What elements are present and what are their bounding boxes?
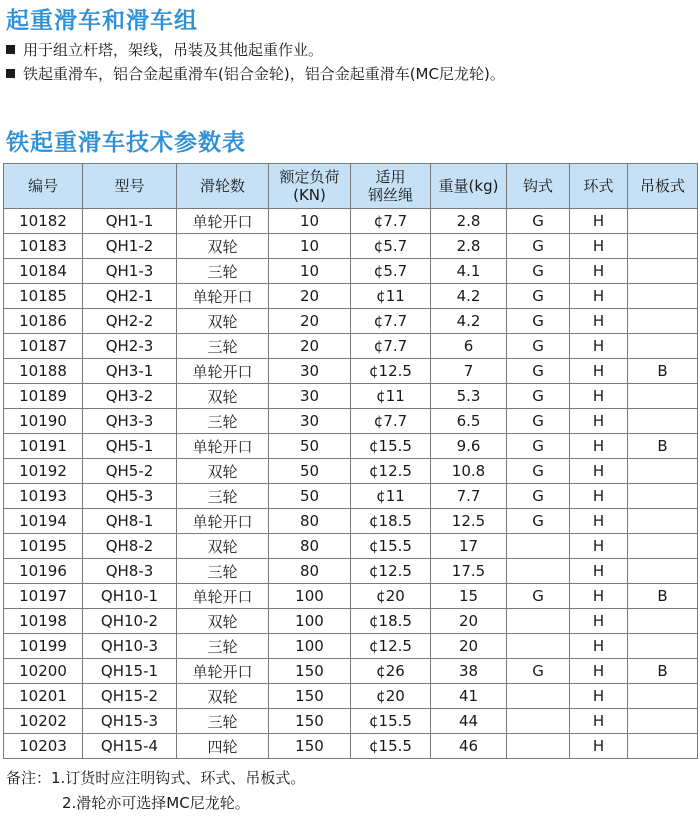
cell-ring: H	[570, 659, 628, 684]
cell-hook: G	[507, 334, 570, 359]
cell-load: 20	[269, 309, 351, 334]
cell-no: 10200	[4, 659, 83, 684]
cell-rope: ¢7.7	[351, 334, 431, 359]
cell-wheels: 双轮	[177, 609, 269, 634]
cell-ring: H	[570, 359, 628, 384]
cell-load: 30	[269, 409, 351, 434]
cell-model: QH8-3	[83, 559, 177, 584]
table-body	[4, 209, 698, 759]
cell-model: QH5-3	[83, 484, 177, 509]
cell-hook: G	[507, 659, 570, 684]
cell-weight: 7.7	[431, 484, 507, 509]
cell-model: QH15-2	[83, 684, 177, 709]
header-load-line1: 额定负荷	[279, 168, 340, 186]
cell-ring: H	[570, 609, 628, 634]
table-row	[4, 359, 698, 384]
cell-wheels: 双轮	[177, 309, 269, 334]
header-wheels: 滑轮数	[177, 164, 269, 209]
cell-wheels: 单轮开口	[177, 284, 269, 309]
header-model: 型号	[83, 164, 177, 209]
cell-no: 10203	[4, 734, 83, 759]
cell-ring: H	[570, 709, 628, 734]
table-row	[4, 409, 698, 434]
cell-weight: 44	[431, 709, 507, 734]
cell-load: 50	[269, 459, 351, 484]
cell-weight: 5.3	[431, 384, 507, 409]
cell-hook	[507, 609, 570, 634]
cell-no: 10197	[4, 584, 83, 609]
table-row	[4, 684, 698, 709]
cell-no: 10192	[4, 459, 83, 484]
cell-plate	[628, 734, 698, 759]
cell-load: 10	[269, 234, 351, 259]
cell-hook: G	[507, 359, 570, 384]
cell-wheels: 双轮	[177, 234, 269, 259]
cell-rope: ¢7.7	[351, 309, 431, 334]
cell-ring: H	[570, 634, 628, 659]
cell-rope: ¢12.5	[351, 634, 431, 659]
cell-rope: ¢26	[351, 659, 431, 684]
cell-weight: 20	[431, 634, 507, 659]
square-bullet-icon	[6, 69, 15, 78]
bullet-text: 铁起重滑车，铝合金起重滑车(铝合金轮)，铝合金起重滑车(MC尼龙轮)。	[23, 65, 505, 83]
cell-no: 10195	[4, 534, 83, 559]
cell-weight: 4.2	[431, 309, 507, 334]
cell-rope: ¢7.7	[351, 209, 431, 234]
cell-plate	[628, 709, 698, 734]
cell-hook	[507, 534, 570, 559]
cell-wheels: 单轮开口	[177, 359, 269, 384]
cell-model: QH1-1	[83, 209, 177, 234]
cell-no: 10194	[4, 509, 83, 534]
table-row	[4, 234, 698, 259]
header-rope-line1: 适用	[375, 168, 406, 186]
cell-no: 10183	[4, 234, 83, 259]
cell-rope: ¢20	[351, 584, 431, 609]
cell-weight: 46	[431, 734, 507, 759]
table-row	[4, 284, 698, 309]
table-row	[4, 334, 698, 359]
cell-rope: ¢7.7	[351, 409, 431, 434]
cell-rope: ¢15.5	[351, 734, 431, 759]
cell-model: QH10-2	[83, 609, 177, 634]
cell-rope: ¢5.7	[351, 234, 431, 259]
cell-weight: 12.5	[431, 509, 507, 534]
cell-plate: B	[628, 659, 698, 684]
cell-no: 10187	[4, 334, 83, 359]
cell-model: QH10-3	[83, 634, 177, 659]
header-rope-line2: 钢丝绳	[367, 186, 413, 204]
cell-rope: ¢18.5	[351, 609, 431, 634]
cell-plate	[628, 409, 698, 434]
cell-no: 10199	[4, 634, 83, 659]
cell-hook: G	[507, 409, 570, 434]
table-title: 铁起重滑车技术参数表	[6, 130, 246, 156]
cell-rope: ¢11	[351, 284, 431, 309]
cell-model: QH2-1	[83, 284, 177, 309]
bullet-item	[6, 62, 505, 86]
cell-model: QH5-2	[83, 459, 177, 484]
cell-rope: ¢12.5	[351, 559, 431, 584]
cell-model: QH1-2	[83, 234, 177, 259]
cell-rope: ¢12.5	[351, 359, 431, 384]
header-load	[269, 164, 351, 209]
cell-ring: H	[570, 484, 628, 509]
cell-model: QH8-2	[83, 534, 177, 559]
cell-ring: H	[570, 234, 628, 259]
cell-wheels: 单轮开口	[177, 584, 269, 609]
cell-ring: H	[570, 209, 628, 234]
cell-plate	[628, 634, 698, 659]
cell-model: QH2-3	[83, 334, 177, 359]
cell-ring: H	[570, 309, 628, 334]
cell-load: 20	[269, 334, 351, 359]
cell-plate	[628, 309, 698, 334]
cell-rope: ¢15.5	[351, 534, 431, 559]
cell-ring: H	[570, 434, 628, 459]
cell-model: QH8-1	[83, 509, 177, 534]
bullet-text: 用于组立杆塔，架线，吊装及其他起重作业。	[23, 41, 324, 59]
cell-no: 10201	[4, 684, 83, 709]
cell-plate: B	[628, 359, 698, 384]
cell-load: 50	[269, 484, 351, 509]
cell-model: QH2-2	[83, 309, 177, 334]
cell-load: 30	[269, 359, 351, 384]
header-hook: 钩式	[507, 164, 570, 209]
cell-ring: H	[570, 284, 628, 309]
cell-rope: ¢5.7	[351, 259, 431, 284]
table-row	[4, 434, 698, 459]
cell-wheels: 三轮	[177, 259, 269, 284]
cell-rope: ¢20	[351, 684, 431, 709]
cell-ring: H	[570, 334, 628, 359]
cell-no: 10191	[4, 434, 83, 459]
cell-hook	[507, 559, 570, 584]
cell-weight: 2.8	[431, 209, 507, 234]
cell-plate	[628, 384, 698, 409]
cell-weight: 9.6	[431, 434, 507, 459]
cell-ring: H	[570, 259, 628, 284]
cell-hook	[507, 709, 570, 734]
cell-hook: G	[507, 309, 570, 334]
bullet-list	[6, 38, 505, 86]
cell-model: QH3-3	[83, 409, 177, 434]
header-load-line2: (KN)	[293, 186, 326, 204]
cell-ring: H	[570, 409, 628, 434]
cell-no: 10188	[4, 359, 83, 384]
cell-model: QH3-1	[83, 359, 177, 384]
table-row	[4, 709, 698, 734]
spec-table	[3, 163, 698, 759]
cell-no: 10185	[4, 284, 83, 309]
cell-hook	[507, 634, 570, 659]
cell-load: 150	[269, 659, 351, 684]
cell-load: 30	[269, 384, 351, 409]
cell-plate: B	[628, 584, 698, 609]
cell-no: 10196	[4, 559, 83, 584]
cell-hook: G	[507, 434, 570, 459]
table-row	[4, 259, 698, 284]
cell-weight: 17	[431, 534, 507, 559]
cell-hook	[507, 684, 570, 709]
cell-model: QH10-1	[83, 584, 177, 609]
note-line-1: 备注：1.订货时应注明钩式、环式、吊板式。	[6, 769, 306, 787]
cell-hook: G	[507, 209, 570, 234]
notes	[6, 766, 305, 816]
cell-plate	[628, 509, 698, 534]
cell-weight: 20	[431, 609, 507, 634]
cell-plate: B	[628, 434, 698, 459]
cell-hook: G	[507, 484, 570, 509]
cell-load: 80	[269, 509, 351, 534]
cell-model: QH15-1	[83, 659, 177, 684]
table-row	[4, 634, 698, 659]
cell-rope: ¢18.5	[351, 509, 431, 534]
cell-hook: G	[507, 234, 570, 259]
cell-load: 80	[269, 559, 351, 584]
table-row	[4, 609, 698, 634]
cell-load: 10	[269, 209, 351, 234]
cell-plate	[628, 459, 698, 484]
cell-no: 10184	[4, 259, 83, 284]
cell-load: 150	[269, 709, 351, 734]
cell-plate	[628, 334, 698, 359]
cell-plate	[628, 534, 698, 559]
square-bullet-icon	[6, 45, 15, 54]
cell-hook	[507, 734, 570, 759]
table-row	[4, 734, 698, 759]
cell-ring: H	[570, 509, 628, 534]
cell-no: 10186	[4, 309, 83, 334]
table-row	[4, 559, 698, 584]
cell-wheels: 单轮开口	[177, 659, 269, 684]
cell-plate	[628, 259, 698, 284]
cell-ring: H	[570, 734, 628, 759]
cell-load: 80	[269, 534, 351, 559]
cell-model: QH5-1	[83, 434, 177, 459]
table-row	[4, 209, 698, 234]
cell-ring: H	[570, 384, 628, 409]
cell-wheels: 双轮	[177, 459, 269, 484]
cell-ring: H	[570, 584, 628, 609]
cell-model: QH3-2	[83, 384, 177, 409]
cell-model: QH1-3	[83, 259, 177, 284]
cell-model: QH15-4	[83, 734, 177, 759]
cell-load: 50	[269, 434, 351, 459]
table-row	[4, 534, 698, 559]
cell-wheels: 三轮	[177, 409, 269, 434]
cell-model: QH15-3	[83, 709, 177, 734]
cell-weight: 4.2	[431, 284, 507, 309]
cell-weight: 2.8	[431, 234, 507, 259]
cell-weight: 4.1	[431, 259, 507, 284]
cell-hook: G	[507, 584, 570, 609]
bullet-item	[6, 38, 505, 62]
cell-load: 150	[269, 684, 351, 709]
header-no: 编号	[4, 164, 83, 209]
cell-no: 10190	[4, 409, 83, 434]
header-plate: 吊板式	[628, 164, 698, 209]
cell-load: 10	[269, 259, 351, 284]
cell-no: 10193	[4, 484, 83, 509]
cell-wheels: 双轮	[177, 384, 269, 409]
cell-plate	[628, 684, 698, 709]
table-row	[4, 584, 698, 609]
cell-rope: ¢15.5	[351, 709, 431, 734]
table-row	[4, 309, 698, 334]
cell-wheels: 单轮开口	[177, 209, 269, 234]
cell-wheels: 三轮	[177, 334, 269, 359]
cell-no: 10182	[4, 209, 83, 234]
cell-rope: ¢11	[351, 384, 431, 409]
table-row	[4, 484, 698, 509]
cell-load: 100	[269, 609, 351, 634]
header-weight: 重量(kg)	[431, 164, 507, 209]
cell-wheels: 三轮	[177, 559, 269, 584]
cell-weight: 38	[431, 659, 507, 684]
cell-plate	[628, 234, 698, 259]
table-row	[4, 459, 698, 484]
table-header-row	[4, 164, 698, 209]
cell-wheels: 三轮	[177, 709, 269, 734]
header-rope	[351, 164, 431, 209]
cell-wheels: 双轮	[177, 534, 269, 559]
cell-weight: 6.5	[431, 409, 507, 434]
cell-weight: 7	[431, 359, 507, 384]
cell-ring: H	[570, 534, 628, 559]
cell-wheels: 双轮	[177, 684, 269, 709]
page-title: 起重滑车和滑车组	[6, 8, 198, 34]
note-line-2: 2.滑轮亦可选择MC尼龙轮。	[62, 794, 250, 812]
cell-weight: 6	[431, 334, 507, 359]
cell-plate	[628, 484, 698, 509]
cell-wheels: 单轮开口	[177, 434, 269, 459]
cell-hook: G	[507, 259, 570, 284]
table-row	[4, 384, 698, 409]
cell-hook: G	[507, 284, 570, 309]
cell-wheels: 四轮	[177, 734, 269, 759]
cell-hook: G	[507, 509, 570, 534]
cell-no: 10198	[4, 609, 83, 634]
cell-plate	[628, 559, 698, 584]
cell-load: 150	[269, 734, 351, 759]
cell-weight: 41	[431, 684, 507, 709]
cell-ring: H	[570, 684, 628, 709]
cell-wheels: 三轮	[177, 634, 269, 659]
cell-wheels: 三轮	[177, 484, 269, 509]
cell-hook: G	[507, 459, 570, 484]
cell-rope: ¢12.5	[351, 459, 431, 484]
cell-ring: H	[570, 459, 628, 484]
cell-load: 20	[269, 284, 351, 309]
cell-hook: G	[507, 384, 570, 409]
cell-weight: 15	[431, 584, 507, 609]
cell-plate	[628, 609, 698, 634]
cell-wheels: 单轮开口	[177, 509, 269, 534]
cell-plate	[628, 209, 698, 234]
header-ring: 环式	[570, 164, 628, 209]
cell-no: 10189	[4, 384, 83, 409]
cell-rope: ¢11	[351, 484, 431, 509]
cell-weight: 17.5	[431, 559, 507, 584]
cell-ring: H	[570, 559, 628, 584]
table-row	[4, 659, 698, 684]
table-row	[4, 509, 698, 534]
cell-no: 10202	[4, 709, 83, 734]
cell-plate	[628, 284, 698, 309]
cell-weight: 10.8	[431, 459, 507, 484]
cell-rope: ¢15.5	[351, 434, 431, 459]
cell-load: 100	[269, 634, 351, 659]
cell-load: 100	[269, 584, 351, 609]
